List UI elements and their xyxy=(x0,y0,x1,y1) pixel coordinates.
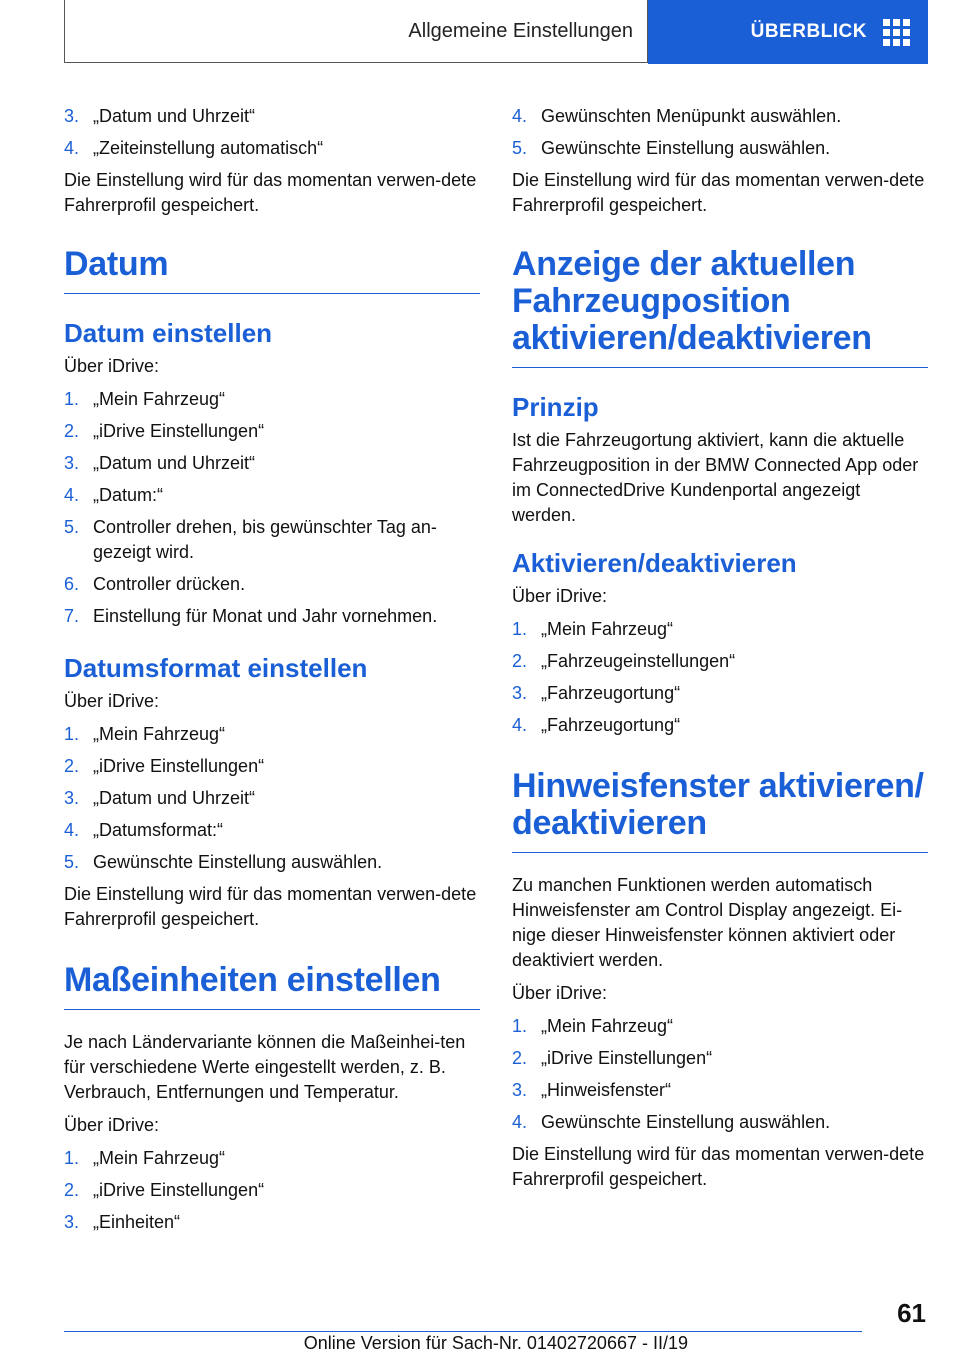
list-item xyxy=(64,604,480,629)
ueber-idrive-label: Über iDrive: xyxy=(64,356,160,376)
list-item-number: 4. xyxy=(64,820,80,840)
list-item xyxy=(512,649,928,674)
list-item-number: 5. xyxy=(64,852,80,872)
list-item-text: „Datum und Uhrzeit“ xyxy=(93,453,256,473)
list-item-number: 2. xyxy=(512,651,528,671)
right-column xyxy=(512,104,928,1200)
list-item-number: 1. xyxy=(64,389,80,409)
list-item-number: 1. xyxy=(512,619,528,639)
list-item xyxy=(64,104,480,129)
list-item-text: Gewünschten Menüpunkt auswählen. xyxy=(541,106,842,126)
list-item xyxy=(512,1110,928,1135)
list-datumsformat xyxy=(64,722,480,875)
list-item-text: „Datum und Uhrzeit“ xyxy=(93,106,256,126)
list-item-number: 1. xyxy=(512,1016,528,1036)
list-item-text: „Einheiten“ xyxy=(93,1212,181,1232)
list-item-text: „Fahrzeugortung“ xyxy=(541,715,681,735)
note-text: Die Einstellung wird für das momentan verwen-dete Fahrerprofil gespeichert. xyxy=(512,1144,925,1189)
list-item xyxy=(64,419,480,444)
list-item xyxy=(512,1078,928,1103)
list-item xyxy=(512,136,928,161)
list-item xyxy=(64,483,480,508)
list-item-text: Controller drücken. xyxy=(93,574,246,594)
list-item xyxy=(64,1146,480,1171)
list-item-number: 4. xyxy=(512,715,528,735)
list-item-text: „iDrive Einstellungen“ xyxy=(541,1048,713,1068)
list-item-number: 2. xyxy=(512,1048,528,1068)
header-tabbar xyxy=(64,0,928,64)
list-item-number: 5. xyxy=(512,138,528,158)
heading-datumsformat: Datumsformat einstellen xyxy=(64,653,368,683)
list-item-number: 7. xyxy=(64,606,80,626)
list-item xyxy=(64,850,480,875)
list-item-number: 4. xyxy=(512,1112,528,1132)
heading-prinzip: Prinzip xyxy=(512,392,599,422)
list-item-number: 2. xyxy=(64,756,80,776)
list-item xyxy=(64,1178,480,1203)
list-top-left xyxy=(64,104,480,161)
list-top-right xyxy=(512,104,928,161)
heading-anzeige-fahrzeugposition: Anzeige der aktuellen Fahrzeugposition aktivieren/deaktivieren xyxy=(512,246,928,368)
list-item-text: „Datum und Uhrzeit“ xyxy=(93,788,256,808)
list-item-number: 1. xyxy=(64,724,80,744)
overview-tab[interactable] xyxy=(648,0,928,64)
list-item-number: 3. xyxy=(64,453,80,473)
list-item xyxy=(64,451,480,476)
section-tab[interactable] xyxy=(64,0,648,63)
heading-masseinheiten: Maßeinheiten einstellen xyxy=(64,962,480,1010)
list-item-number: 3. xyxy=(512,1080,528,1100)
list-datum xyxy=(64,387,480,629)
list-item-text: „Datum:“ xyxy=(93,485,164,505)
list-hinweisfenster xyxy=(512,1014,928,1135)
ueber-idrive-label: Über iDrive: xyxy=(64,1115,160,1135)
list-item-text: „Fahrzeugortung“ xyxy=(541,683,681,703)
list-item xyxy=(64,136,480,161)
list-item-text: Gewünschte Einstellung auswählen. xyxy=(541,1112,831,1132)
list-item-number: 3. xyxy=(512,683,528,703)
list-item-text: „Mein Fahrzeug“ xyxy=(541,619,674,639)
list-item xyxy=(64,1210,480,1235)
list-item xyxy=(64,754,480,779)
list-item-number: 3. xyxy=(64,1212,80,1232)
grid-icon xyxy=(883,19,910,46)
list-item xyxy=(512,1046,928,1071)
list-item xyxy=(512,104,928,129)
list-item xyxy=(64,786,480,811)
list-item-text: „Mein Fahrzeug“ xyxy=(93,1148,226,1168)
footer-divider xyxy=(64,1331,862,1332)
list-aktivieren xyxy=(512,617,928,738)
list-item-text: „Hinweisfenster“ xyxy=(541,1080,672,1100)
list-item-number: 2. xyxy=(64,421,80,441)
ueber-idrive-label: Über iDrive: xyxy=(512,586,608,606)
list-item-text: Gewünschte Einstellung auswählen. xyxy=(93,852,383,872)
list-item-number: 1. xyxy=(64,1148,80,1168)
note-text: Die Einstellung wird für das momentan verwen-dete Fahrerprofil gespeichert. xyxy=(512,170,925,215)
note-text: Die Einstellung wird für das momentan verwen-dete Fahrerprofil gespeichert. xyxy=(64,884,477,929)
ueber-idrive-label: Über iDrive: xyxy=(512,983,608,1003)
list-item xyxy=(512,617,928,642)
list-item-number: 6. xyxy=(64,574,80,594)
list-item xyxy=(64,722,480,747)
list-item-text: „Mein Fahrzeug“ xyxy=(93,724,226,744)
list-item-text: „iDrive Einstellungen“ xyxy=(93,1180,265,1200)
list-item-text: Einstellung für Monat und Jahr vornehmen. xyxy=(93,606,438,626)
list-item xyxy=(64,818,480,843)
list-item-text: „iDrive Einstellungen“ xyxy=(93,421,265,441)
list-item-number: 4. xyxy=(512,106,528,126)
heading-datum-einstellen: Datum einstellen xyxy=(64,318,273,348)
heading-datum: Datum xyxy=(64,246,480,294)
list-item-number: 4. xyxy=(64,485,80,505)
heading-hinweisfenster: Hinweisfenster aktivieren/ deaktivieren xyxy=(512,768,928,853)
list-item-text: Gewünschte Einstellung auswählen. xyxy=(541,138,831,158)
list-item xyxy=(512,681,928,706)
list-item-text: „Mein Fahrzeug“ xyxy=(541,1016,674,1036)
list-item-number: 4. xyxy=(64,138,80,158)
left-column xyxy=(64,104,480,1242)
list-item-number: 3. xyxy=(64,106,80,126)
list-item-text: „Datumsformat:“ xyxy=(93,820,224,840)
heading-aktivieren: Aktivieren/deaktivieren xyxy=(512,548,797,578)
section-title: Allgemeine Einstellungen xyxy=(408,19,633,42)
list-item xyxy=(64,515,480,565)
hinweis-text: Zu manchen Funktionen werden automatisch Hinweisfenster am Control Display angezeigt. Ei-nige dieser Hinweisfenster können aktiviert oder deaktiviert werden. xyxy=(512,875,903,970)
list-item-number: 5. xyxy=(64,517,80,537)
list-item-text: „Fahrzeugeinstellungen“ xyxy=(541,651,736,671)
page-number: 61 xyxy=(897,1298,926,1328)
list-item xyxy=(64,387,480,412)
list-item-text: „Zeiteinstellung automatisch“ xyxy=(93,138,324,158)
list-item xyxy=(64,572,480,597)
list-item-number: 3. xyxy=(64,788,80,808)
list-item-number: 2. xyxy=(64,1180,80,1200)
footer-text: Online Version für Sach-Nr. 01402720667 - II/19 xyxy=(303,1333,688,1353)
overview-label: ÜBERBLICK xyxy=(750,21,867,42)
list-item-text: „iDrive Einstellungen“ xyxy=(93,756,265,776)
note-text: Die Einstellung wird für das momentan verwen-dete Fahrerprofil gespeichert. xyxy=(64,170,477,215)
list-item xyxy=(512,1014,928,1039)
intro-masseinheiten: Je nach Ländervariante können die Maßeinhei-ten für verschiedene Werte eingestellt werden, z. B. Verbrauch, Entfernungen und Temperatur. xyxy=(64,1032,466,1102)
list-item-text: „Mein Fahrzeug“ xyxy=(93,389,226,409)
list-masseinheiten xyxy=(64,1146,480,1235)
list-item xyxy=(512,713,928,738)
prinzip-text: Ist die Fahrzeugortung aktiviert, kann die aktuelle Fahrzeugposition in der BMW Connected App oder im ConnectedDrive Kundenportal angezeigt werden. xyxy=(512,430,919,525)
ueber-idrive-label: Über iDrive: xyxy=(64,691,160,711)
list-item-text: Controller drehen, bis gewünschter Tag an-gezeigt wird. xyxy=(93,517,437,562)
